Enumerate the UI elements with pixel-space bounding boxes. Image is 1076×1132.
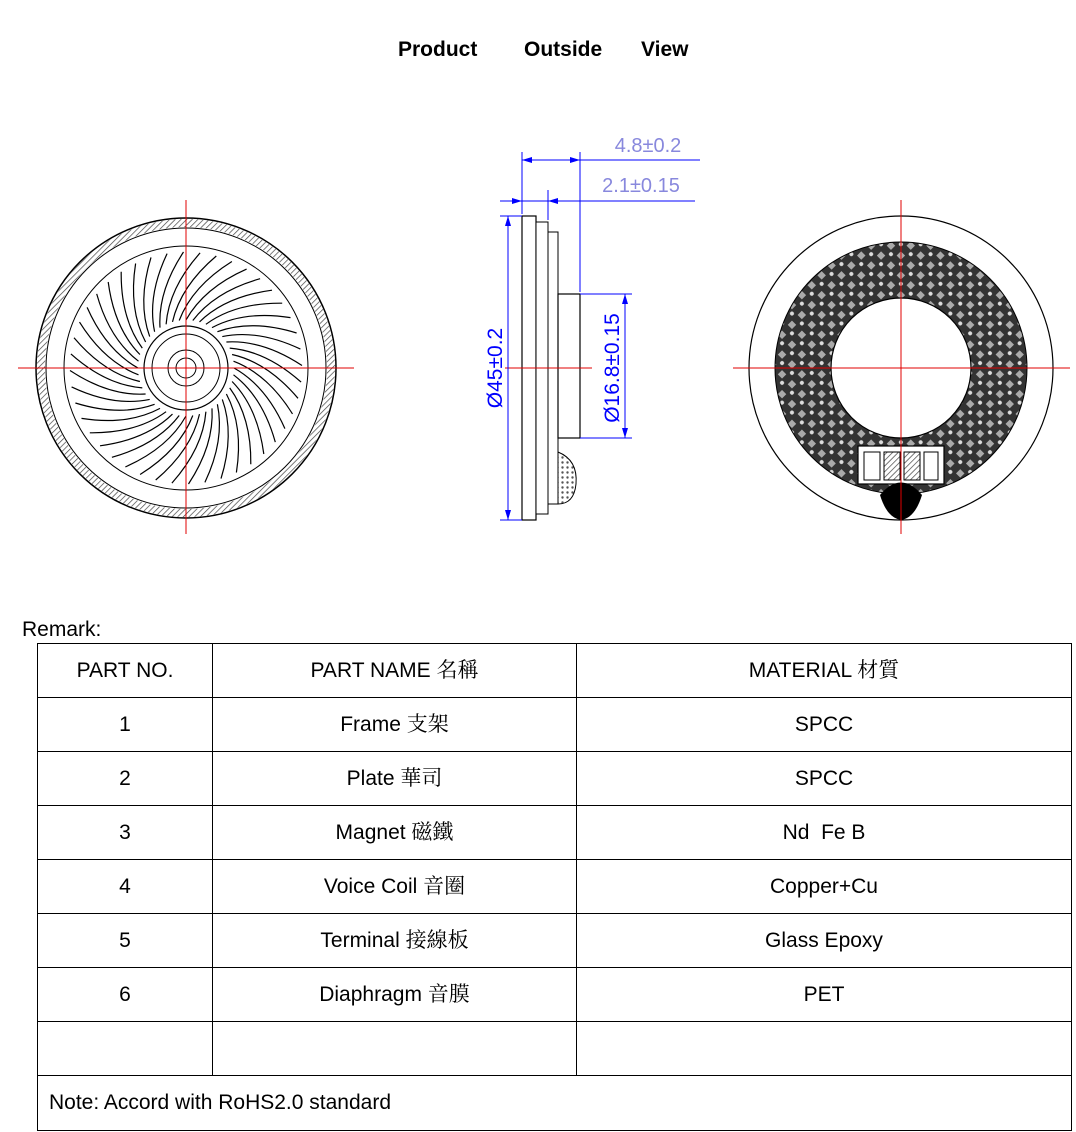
- diaphragm-spoke: [200, 290, 273, 322]
- diaphragm-spoke: [230, 348, 301, 382]
- empty-cell: [38, 1022, 213, 1076]
- diaphragm-spoke: [75, 403, 154, 410]
- diaphragm-spoke: [108, 282, 140, 355]
- diaphragm-spoke: [166, 253, 200, 324]
- diaphragm-spoke: [206, 303, 282, 324]
- dim-magnet-diameter: Ø16.8±0.15: [601, 313, 624, 423]
- title-word-view: View: [641, 38, 689, 61]
- table-row: [38, 698, 1072, 752]
- diaphragm-spoke: [144, 257, 151, 336]
- part-no-cell: 2: [38, 752, 213, 806]
- header-material: MATERIAL 材質: [577, 644, 1072, 698]
- back-view: [733, 200, 1070, 534]
- dim-outer-diameter: Ø45±0.2: [484, 327, 507, 409]
- material-cell: PET: [577, 968, 1072, 1022]
- material-cell: SPCC: [577, 698, 1072, 752]
- table-row: [38, 914, 1072, 968]
- technical-drawing: [0, 100, 1076, 560]
- diaphragm-spoke: [121, 272, 142, 348]
- front-view: [18, 200, 354, 534]
- table-row: [38, 806, 1072, 860]
- dim-total-thickness: 4.8±0.2: [614, 135, 682, 157]
- header-part-no: PART NO.: [38, 644, 213, 698]
- empty-cell: [213, 1022, 577, 1076]
- material-cell: SPCC: [577, 752, 1072, 806]
- diaphragm-spoke: [173, 256, 217, 322]
- diaphragm-spoke: [71, 354, 142, 388]
- side-magnet: [558, 294, 580, 438]
- title-word-product: Product: [398, 38, 478, 61]
- diaphragm-spoke: [172, 412, 206, 483]
- material-cell: Nd Fe B: [577, 806, 1072, 860]
- part-no-cell: 4: [38, 860, 213, 914]
- table-empty-row: [38, 1022, 1072, 1076]
- part-name-cell: Diaphragm 音膜: [213, 968, 577, 1022]
- diaphragm-spoke: [100, 414, 173, 446]
- empty-cell: [577, 1022, 1072, 1076]
- table-note-row: [38, 1076, 1072, 1131]
- side-terminal-bump: [558, 452, 576, 504]
- rohs-note: Note: Accord with RoHS2.0 standard: [38, 1076, 1072, 1131]
- dim-frame-thickness: 2.1±0.15: [602, 175, 680, 197]
- side-view: [484, 135, 700, 520]
- part-name-cell: Voice Coil 音圈: [213, 860, 577, 914]
- diaphragm-spoke: [156, 414, 200, 480]
- title-word-outside: Outside: [524, 38, 603, 61]
- part-no-cell: 1: [38, 698, 213, 752]
- part-name-cell: Terminal 接線板: [213, 914, 577, 968]
- diaphragm-spoke: [232, 355, 298, 399]
- part-name-cell: Frame 支架: [213, 698, 577, 752]
- part-no-cell: 6: [38, 968, 213, 1022]
- header-part-name: PART NAME 名稱: [213, 644, 577, 698]
- remark-label: Remark:: [22, 618, 102, 641]
- diaphragm-spoke: [217, 326, 296, 333]
- part-name-cell: Plate 華司: [213, 752, 577, 806]
- diaphragm-spoke: [221, 399, 228, 478]
- diaphragm-spoke: [74, 338, 140, 382]
- part-no-cell: 5: [38, 914, 213, 968]
- table-header-row: [38, 644, 1072, 698]
- part-no-cell: 3: [38, 806, 213, 860]
- table-row: [38, 752, 1072, 806]
- diaphragm-spoke: [90, 412, 166, 433]
- diaphragm-spoke: [232, 382, 264, 455]
- diaphragm-spoke: [230, 388, 251, 464]
- table-row: [38, 860, 1072, 914]
- material-cell: Copper+Cu: [577, 860, 1072, 914]
- parts-table: [37, 643, 1072, 1131]
- table-row: [38, 968, 1072, 1022]
- part-name-cell: Magnet 磁鐵: [213, 806, 577, 860]
- material-cell: Glass Epoxy: [577, 914, 1072, 968]
- drawing-title: [0, 38, 1076, 66]
